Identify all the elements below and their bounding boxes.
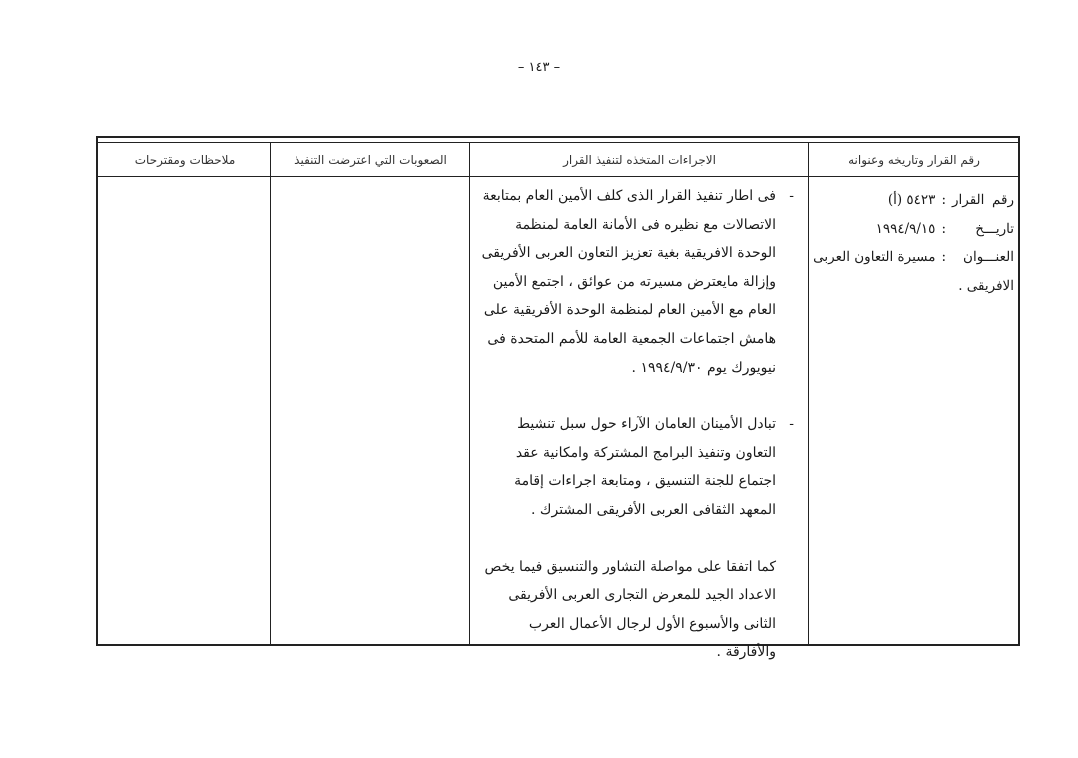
action-item	[478, 182, 794, 382]
action-item	[478, 410, 794, 524]
action-item-text: تبادل الأمينان العامان الآراء حول سبل تنشيط التعاون وتنفيذ البرامج المشتركة وامكانية عقد اجتماع للجنة التنسيق ، ومتابعة اجراءات إقامة المعهد الثقافى العربى الأفريقى المشترك .	[514, 416, 776, 518]
decision-number-value: ٥٤٢٣ (أ)	[887, 192, 936, 208]
action-item-text: فى اطار تنفيذ القرار الذى كلف الأمين العام بمتابعة الاتصالات مع نظيره فى الأمانة العامة لمنظمة الوحدة الافريقية بغية تعزيز التعاون العربى الأفريقى وإزالة مايعترض مسيرته من عوائق ، اجتمع الأمين العام مع الأمين العام لمنظمة الوحدة الأفريقية على هامش اجتماعات الجمعية العامة للأمم المتحدة فى نيويورك يوم ١٩٩٤/٩/٣٠ .	[481, 188, 776, 376]
decision-date-label: تاريـــخ	[975, 220, 1014, 237]
action-paragraph: كما اتفقا على مواصلة التشاور والتنسيق فيما يخص الاعداد الجيد للمعرض التجارى العربى الأفريقى الثانى والأسبوع الأول لرجال الأعمال العرب والأفارقة .	[484, 558, 776, 661]
actions-cell	[478, 182, 794, 667]
decision-number-label: رقم القرار	[952, 192, 1014, 208]
header-obstacles: الصعوبات التي اعترضت التنفيذ	[294, 153, 447, 167]
list-dash: -	[789, 416, 794, 433]
decision-title-value: مسيرة التعاون العربى	[813, 249, 936, 266]
header-decision: رقم القرار وتاريخه وعنوانه	[848, 153, 980, 167]
decision-date-line: تاريـــخ : ١٩٩٤/٩/١٥	[814, 215, 1014, 244]
decision-date-value: ١٩٩٤/٩/١٥	[875, 220, 936, 237]
column-divider	[270, 142, 271, 644]
column-divider	[808, 142, 809, 644]
decision-table	[96, 136, 1020, 661]
list-dash: -	[789, 188, 794, 204]
decision-cell	[814, 186, 1014, 300]
decision-title-continued: الافريقى .	[958, 277, 1014, 294]
decision-title-label: العنـــوان	[963, 249, 1014, 266]
column-divider	[469, 142, 470, 644]
header-notes: ملاحظات ومقترحات	[134, 153, 236, 167]
page-number: – ١٤٣ –	[517, 60, 561, 75]
header-actions: الاجراءات المتخذه لتنفيذ القرار	[563, 153, 716, 167]
decision-title-line: العنـــوان : مسيرة التعاون العربى	[814, 243, 1014, 272]
decision-number-line: رقم القرار : ٥٤٢٣ (أ)	[814, 186, 1014, 215]
